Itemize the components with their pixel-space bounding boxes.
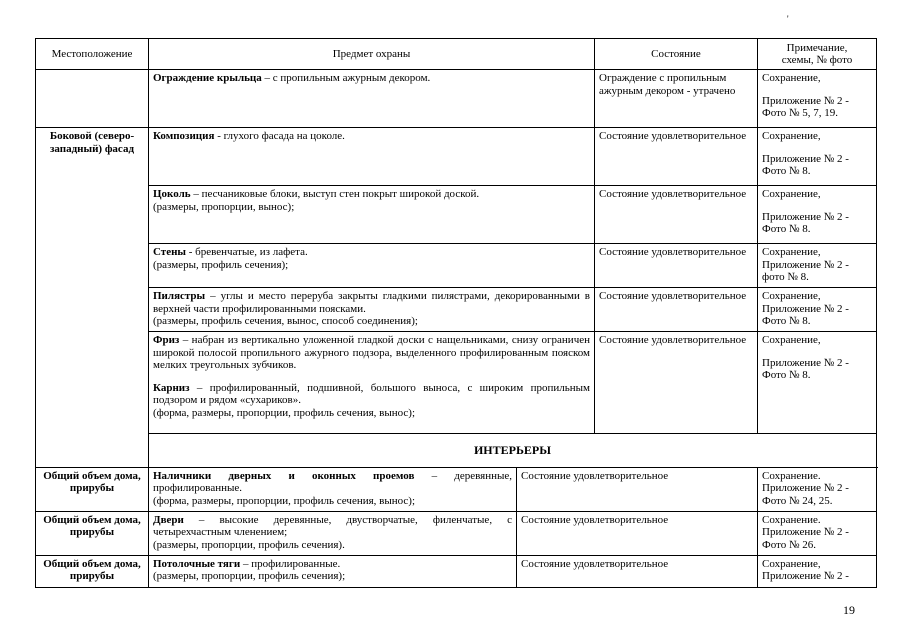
table-row xyxy=(36,511,877,555)
condition-cell: Состояние удовлетворительное xyxy=(595,332,758,434)
location-cell: Общий объем дома, прирубы xyxy=(36,511,149,555)
note-cell: Сохранение, Приложение № 2 - фото № 8. xyxy=(758,244,877,288)
condition-cell: Состояние удовлетворительное xyxy=(595,288,758,332)
note-cell: Сохранение, Приложение № 2 - Фото № 8. xyxy=(758,186,877,244)
location-cell: Общий объем дома, прирубы xyxy=(36,467,149,511)
condition-cell: Состояние удовлетворительное xyxy=(517,511,758,555)
header-row xyxy=(36,39,877,70)
subject-cell: Ограждение крыльца – с пропильным ажурным декором. xyxy=(149,70,595,128)
table-row xyxy=(36,555,877,587)
section-row xyxy=(36,434,877,468)
subject-cell: Потолочные тяги – профилированные. (размеры, пропорции, профиль сечения); xyxy=(149,555,517,587)
location-cell: Боковой (северо-западный) фасад xyxy=(36,128,149,468)
condition-cell: Состояние удовлетворительное xyxy=(595,186,758,244)
table-wrap xyxy=(35,38,876,588)
note-cell: Сохранение, Приложение № 2 - xyxy=(758,555,877,587)
interior-table xyxy=(35,467,877,588)
subject-cell: Стены - бревенчатые, из лафета. (размеры, профиль сечения); xyxy=(149,244,595,288)
subject-cell: Пилястры – углы и место переруба закрыты гладкими пилястрами, декорированными в верхней части профилированными поясками. (размеры, профиль сечения, вынос, способ соединения); xyxy=(149,288,595,332)
condition-cell: Состояние удовлетворительное xyxy=(517,555,758,587)
note-cell: Сохранение. Приложение № 2 - Фото № 24, 25. xyxy=(758,467,877,511)
subject-cell: Наличники дверных и оконных проемов – деревянные, профилированные. (форма, размеры, пропорции, профиль сечения, вынос); xyxy=(149,467,517,511)
subject-cell: Фриз – набран из вертикально уложенной гладкой доски с нащельниками, снизу ограничен широкой полосой пропильного ажурного подзора, выделенного профилированным пояском мелких треугольных зубчиков. Карниз – профилированный, подшивной, большого выноса, с широким пропильным подзором и рядом «сухариков». (форма, размеры, пропорции, профиль сечения, вынос); xyxy=(149,332,595,434)
header-condition: Состояние xyxy=(595,39,758,70)
note-cell: Сохранение, Приложение № 2 - Фото № 5, 7, 19. xyxy=(758,70,877,128)
note-cell: Сохранение. Приложение № 2 - Фото № 26. xyxy=(758,511,877,555)
header-note: Примечание, схемы, № фото xyxy=(758,39,877,70)
main-table xyxy=(35,38,877,468)
header-location: Местоположение xyxy=(36,39,149,70)
subject-cell: Двери – высокие деревянные, двустворчатые, филенчатые, с четырехчастным членением; (размеры, пропорции, профиль сечения). xyxy=(149,511,517,555)
table-row xyxy=(36,332,877,434)
table-row xyxy=(36,70,877,128)
condition-cell: Ограждение с пропильным ажурным декором - утрачено xyxy=(595,70,758,128)
note-cell: Сохранение, Приложение № 2 - Фото № 8. xyxy=(758,128,877,186)
table-row xyxy=(36,244,877,288)
note-cell: Сохранение, Приложение № 2 - Фото № 8. xyxy=(758,288,877,332)
section-title: ИНТЕРЬЕРЫ xyxy=(149,434,877,468)
header-subject: Предмет охраны xyxy=(149,39,595,70)
table-row xyxy=(36,186,877,244)
subject-cell: Композиция - глухого фасада на цоколе. xyxy=(149,128,595,186)
location-cell xyxy=(36,70,149,128)
subject-cell: Цоколь – песчаниковые блоки, выступ стен покрыт широкой доской. (размеры, пропорции, вынос); xyxy=(149,186,595,244)
page-number: 19 xyxy=(843,603,855,617)
condition-cell: Состояние удовлетворительное xyxy=(595,244,758,288)
table-row xyxy=(36,128,877,186)
table-row xyxy=(36,467,877,511)
location-cell: Общий объем дома, прирубы xyxy=(36,555,149,587)
condition-cell: Состояние удовлетворительное xyxy=(595,128,758,186)
corner-mark: ' xyxy=(787,14,789,24)
table-row xyxy=(36,288,877,332)
condition-cell: Состояние удовлетворительное xyxy=(517,467,758,511)
note-cell: Сохранение, Приложение № 2 - Фото № 8. xyxy=(758,332,877,434)
